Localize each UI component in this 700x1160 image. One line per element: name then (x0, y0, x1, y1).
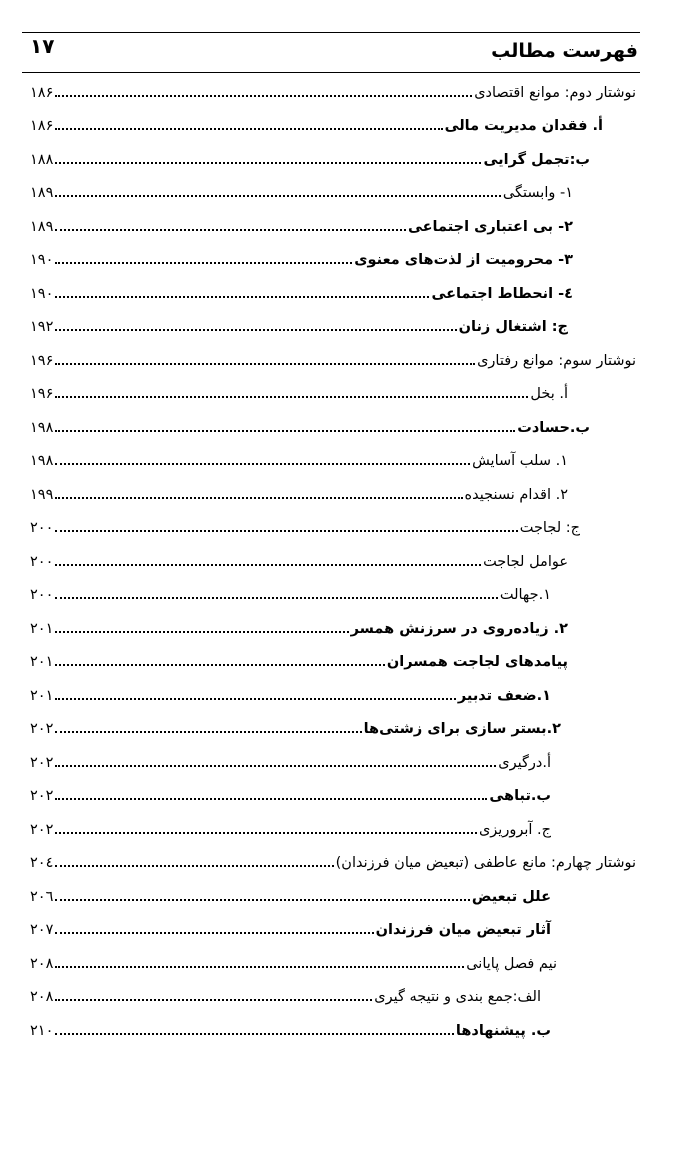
toc-entry (30, 780, 636, 814)
toc-entry (30, 947, 636, 981)
toc-entry-page: ۲۰۲ (30, 788, 54, 805)
dot-leader (55, 765, 496, 767)
toc-entry-page: ۲۰٦ (30, 888, 54, 905)
toc-entry-label: أ. فقدان مدیریت مالی (444, 118, 603, 135)
toc-entry-page: ۲۰۸ (30, 955, 54, 972)
toc-entry-label: ۱.ضعف تدبیر (457, 687, 551, 704)
toc-entry (30, 612, 636, 646)
dot-leader (55, 296, 429, 298)
toc-entry (30, 646, 636, 680)
toc-entry-label: ۳- محرومیت از لذت‌های معنوی (354, 252, 573, 269)
dot-leader (55, 363, 475, 365)
toc-entry (30, 177, 636, 211)
toc-entry (30, 847, 636, 881)
toc-entry-page: ۱۹۶ (30, 352, 54, 369)
toc-entry-page: ۱۸۹ (30, 218, 54, 235)
toc-entry-label: نوشتار چهارم: مانع عاطفی (تبعیض میان فرزندان) (335, 855, 636, 872)
page-number: ۱۷ (30, 34, 55, 58)
toc-entry-page: ۲۰۸ (30, 989, 54, 1006)
dot-leader (55, 262, 352, 264)
toc-entry-label: نوشتار سوم: موانع رفتاری (477, 352, 636, 369)
toc-entry-page: ۲۰۱ (30, 654, 54, 671)
toc-entry (30, 445, 636, 479)
toc-entry-label: ۱.جهالت (499, 587, 551, 604)
toc-entry-page: ۲۰۲ (30, 821, 54, 838)
toc-entry-page: ۱۹۸ (30, 419, 54, 436)
toc-entry (30, 545, 636, 579)
toc-entry-page: ۲۰۱ (30, 620, 54, 637)
dot-leader (55, 664, 385, 666)
toc-entry (30, 411, 636, 445)
toc-entry (30, 76, 636, 110)
dot-leader (55, 731, 361, 733)
dot-leader (55, 329, 456, 331)
toc-entry-label: ۱. سلب آسایش (472, 453, 568, 470)
toc-entry (30, 746, 636, 780)
toc-entry-page: ۱۸۹ (30, 185, 54, 202)
dot-leader (55, 865, 333, 867)
dot-leader (55, 631, 348, 633)
dot-leader (55, 899, 470, 901)
toc-entry-page: ۱۸۸ (30, 151, 54, 168)
dot-leader (55, 430, 515, 432)
header-rule (22, 72, 640, 73)
dot-leader (55, 698, 456, 700)
toc-entry-page: ۱۸۶ (30, 84, 54, 101)
toc-entry-label: أ.درگیری (498, 754, 551, 771)
toc-entry-label: علل تبعیض (471, 888, 551, 905)
toc-entry-page: ۱۹۰ (30, 285, 54, 302)
dot-leader (55, 162, 481, 164)
toc-entry-page: ۱۹۹ (30, 486, 54, 503)
dot-leader (55, 832, 477, 834)
dot-leader (55, 396, 528, 398)
toc-entry (30, 813, 636, 847)
dot-leader (55, 564, 481, 566)
dot-leader (55, 966, 464, 968)
toc-entry (30, 110, 636, 144)
toc-entry-label: نوشتار دوم: موانع اقتصادی (474, 84, 636, 101)
toc-entry (30, 713, 636, 747)
dot-leader (55, 95, 472, 97)
toc-entry (30, 244, 636, 278)
toc-entry-label: ب. پیشنهادها (455, 1022, 551, 1039)
dot-leader (55, 597, 497, 599)
toc-entry (30, 143, 636, 177)
dot-leader (55, 195, 501, 197)
toc-entry-label: پیامدهای لجاجت همسران (386, 654, 568, 671)
dot-leader (55, 128, 442, 130)
toc-entry-label: آثار تبعیض میان فرزندان (375, 922, 551, 939)
dot-leader (55, 932, 373, 934)
toc-entry-label: ۲. زیاده‌روی در سرزنش همسر (350, 620, 568, 637)
dot-leader (55, 530, 517, 532)
toc-entry-label: ج: اشتغال زنان (458, 319, 568, 336)
top-rule (22, 32, 640, 33)
toc-entry-label: الف:جمع بندی و نتیجه گیری (374, 989, 541, 1006)
toc-entry-label: ۲. اقدام نسنجیده (464, 486, 568, 503)
toc-entry (30, 344, 636, 378)
toc-entry-page: ۲۰۱ (30, 687, 54, 704)
dot-leader (55, 999, 372, 1001)
toc-entry (30, 880, 636, 914)
toc-entry (30, 478, 636, 512)
toc-entry (30, 378, 636, 412)
toc-entry-page: ۱۹۲ (30, 319, 54, 336)
toc-entry-page: ۱۹۸ (30, 453, 54, 470)
toc-entry-page: ۲۰۲ (30, 754, 54, 771)
toc-entry-page: ۲۰۰ (30, 520, 54, 537)
toc-entry-page: ۲۱۰ (30, 1022, 54, 1039)
toc-entry-page: ۱۹۰ (30, 252, 54, 269)
toc-entry-label: ب:تجمل گرایی (483, 151, 590, 168)
table-of-contents (30, 76, 636, 1048)
toc-entry (30, 579, 636, 613)
toc-entry-label: ۲- بی اعتباری اجتماعی (407, 218, 573, 235)
toc-entry-label: ۱- وابستگی (502, 185, 573, 202)
page-title: فهرست مطالب (491, 40, 638, 62)
toc-entry (30, 914, 636, 948)
toc-entry-page: ۲۰۰ (30, 553, 54, 570)
dot-leader (55, 229, 406, 231)
toc-entry-label: أ. بخل (530, 386, 568, 403)
toc-entry-page: ۲۰۲ (30, 721, 54, 738)
toc-entry-page: ۱۹۶ (30, 386, 54, 403)
toc-entry-page: ۲۰٤ (30, 855, 54, 872)
toc-entry (30, 1014, 636, 1048)
toc-entry-label: ٤- انحطاط اجتماعی (431, 285, 573, 302)
toc-entry-label: ب.حسادت (517, 419, 590, 436)
dot-leader (55, 463, 470, 465)
toc-entry-label: نیم فصل پایانی (466, 955, 557, 972)
dot-leader (55, 1033, 454, 1035)
dot-leader (55, 497, 462, 499)
toc-entry-page: ۱۸۶ (30, 118, 54, 135)
toc-entry (30, 981, 636, 1015)
toc-entry (30, 210, 636, 244)
dot-leader (55, 798, 487, 800)
toc-entry-page: ۲۰۷ (30, 922, 54, 939)
toc-entry-label: ب.تباهی (489, 788, 551, 805)
toc-entry-label: ۲.بستر سازی برای زشتی‌ها (363, 721, 561, 738)
toc-entry-label: ج. آبروریزی (478, 821, 551, 838)
toc-entry (30, 679, 636, 713)
toc-entry-label: عوامل لجاجت (483, 553, 568, 570)
toc-entry (30, 512, 636, 546)
toc-entry (30, 311, 636, 345)
toc-entry-page: ۲۰۰ (30, 587, 54, 604)
toc-entry (30, 277, 636, 311)
toc-entry-label: ج: لجاجت (519, 520, 580, 537)
